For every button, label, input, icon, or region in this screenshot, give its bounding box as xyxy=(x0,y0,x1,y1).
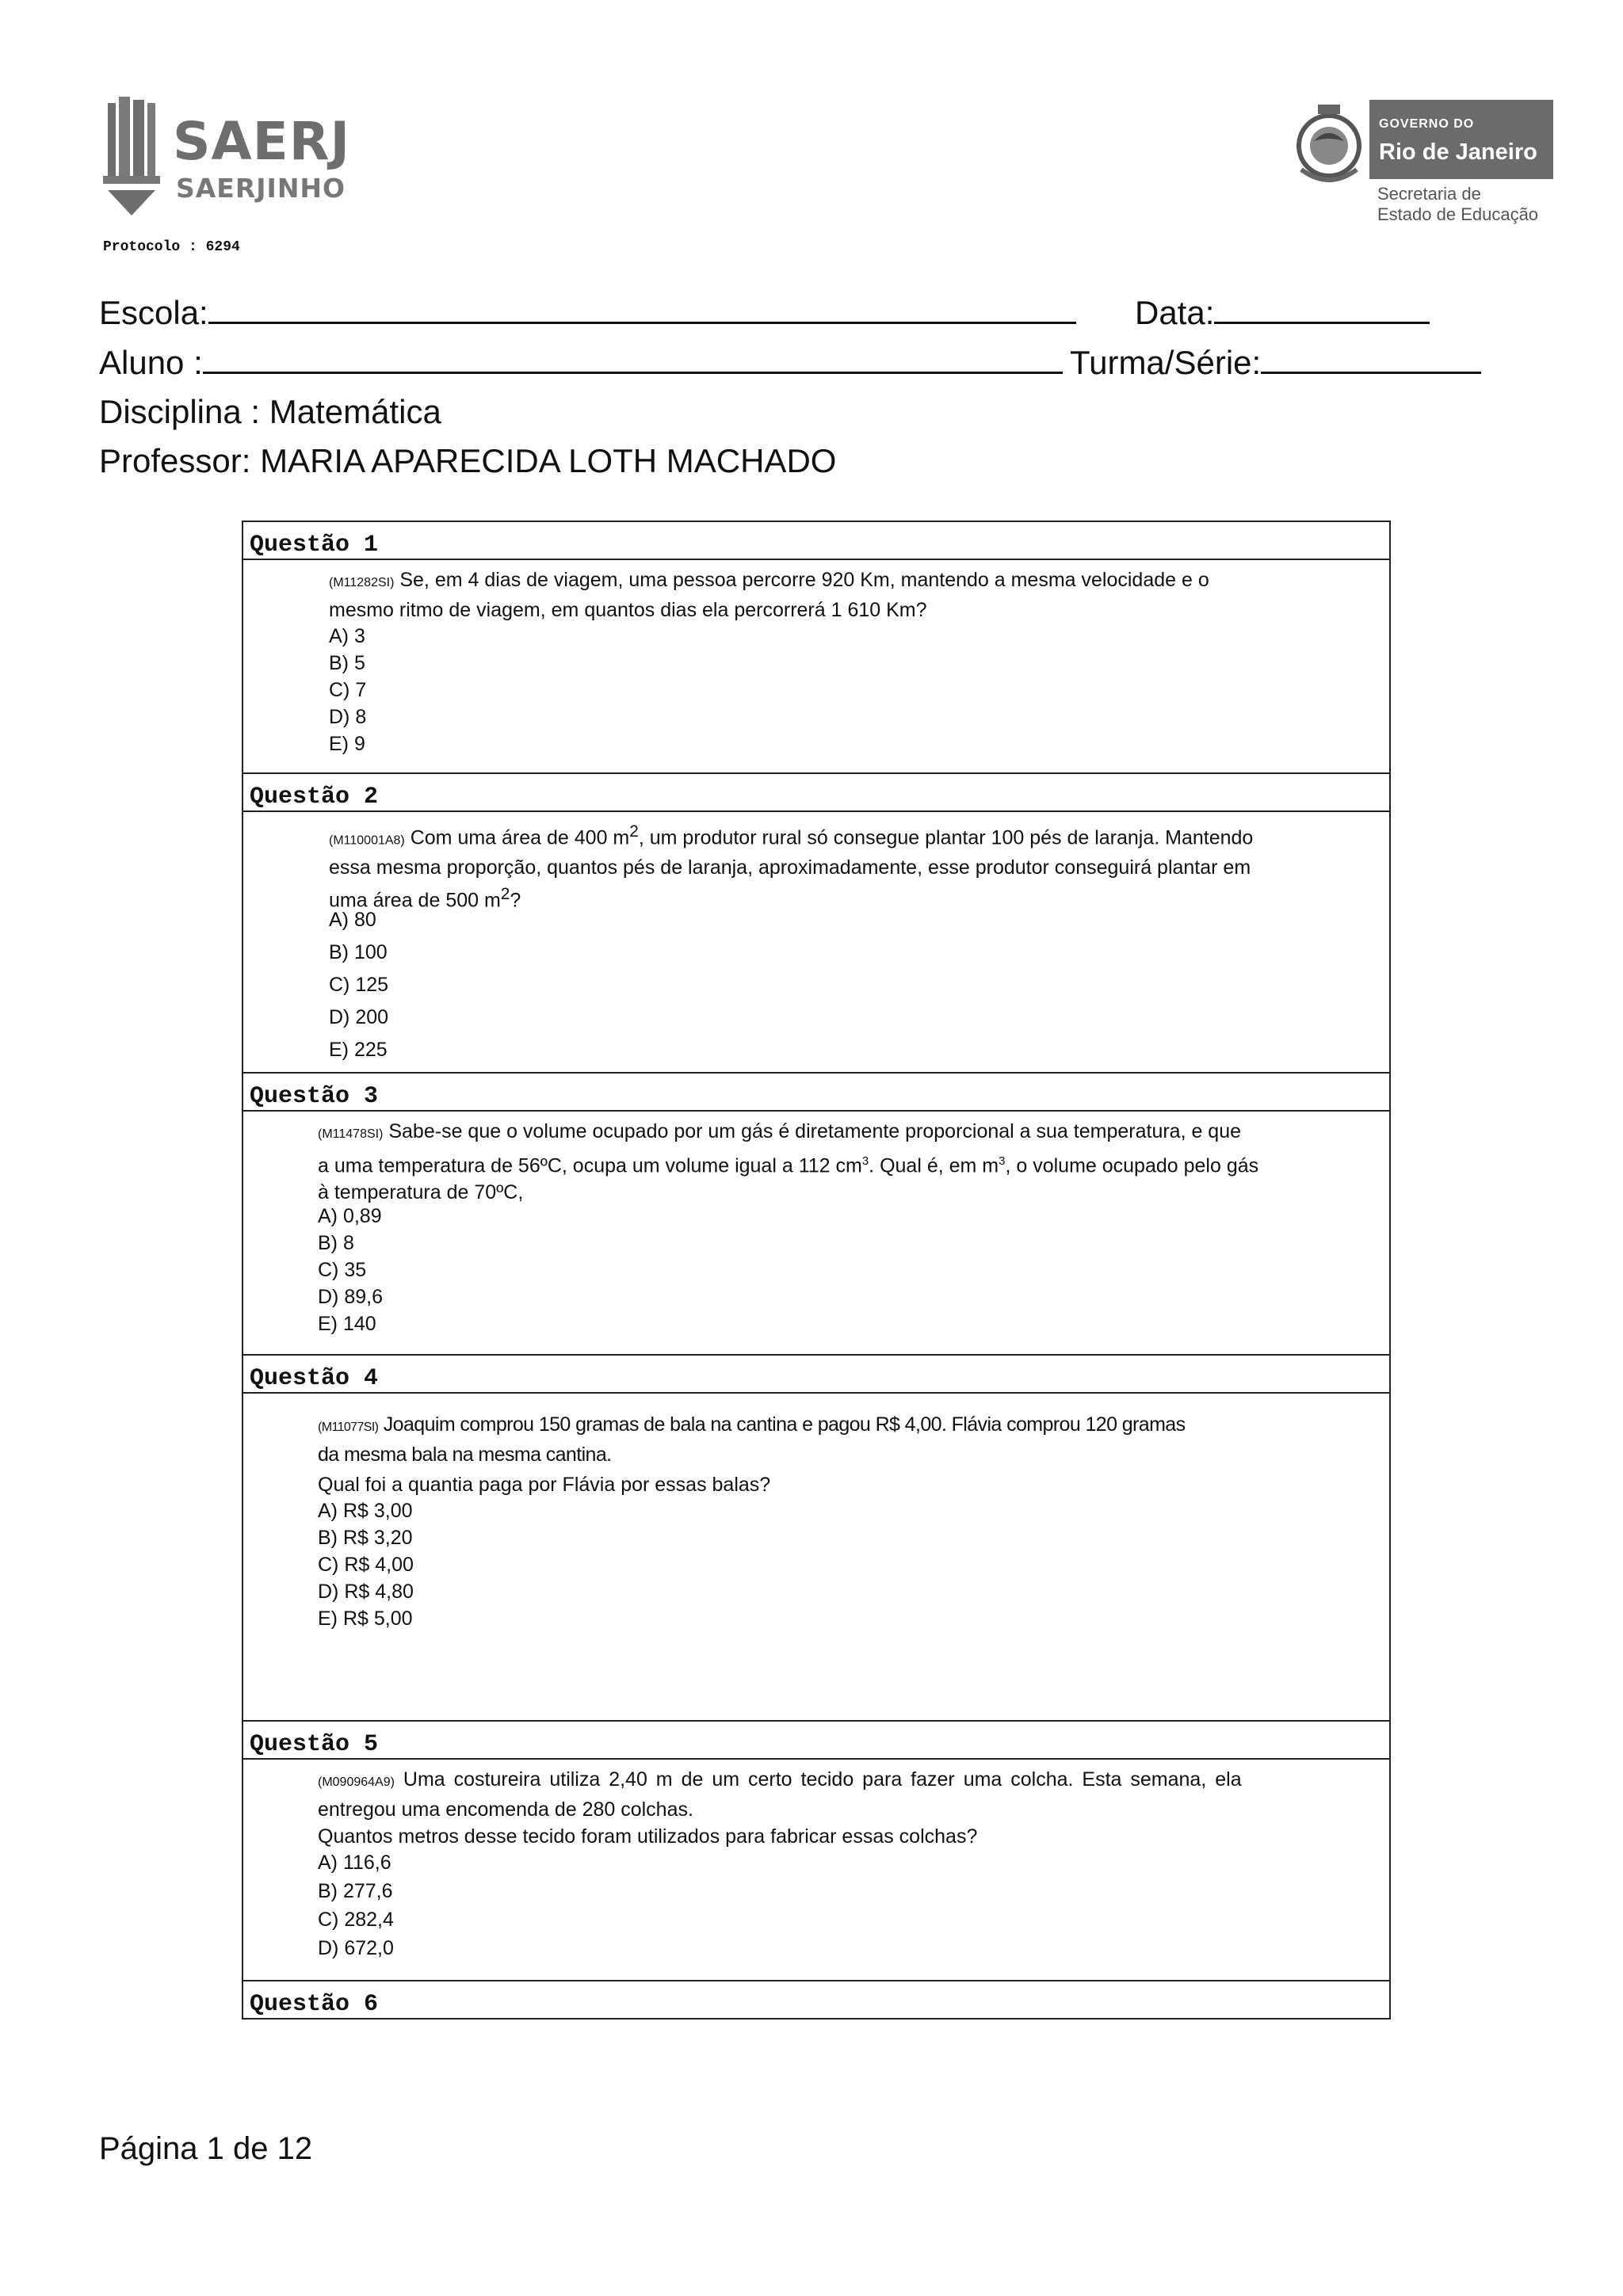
aluno-label: Aluno : xyxy=(99,344,203,381)
government-badge xyxy=(1369,100,1553,179)
option-a[interactable]: A) 3 xyxy=(329,625,365,647)
question-6-header xyxy=(243,1981,1389,2018)
question-3-stem: (M11478SI) Sabe-se que o volume ocupado por um gás é diretamente proporcional a sua temperatura, e que a uma temperatura de 56ºC, ocupa um volume igual a 112 $cm^3$. Qual é, em $m^3$, o volume ocupado pelo gás à temperatura de 70ºC, xyxy=(318,1120,1259,1204)
question-4-title: Questão 4 xyxy=(250,1365,379,1392)
option-b[interactable]: B) R$ 3,20 xyxy=(318,1527,413,1549)
option-a[interactable]: A) 116,6 xyxy=(318,1852,391,1874)
question-2-body xyxy=(243,812,1389,1074)
question-1-code: (M11282SI) xyxy=(329,576,395,589)
page-number: Página 1 de 12 xyxy=(99,2131,313,2166)
disciplina-line: Disciplina : Matemática xyxy=(99,393,441,430)
option-e[interactable]: E) 140 xyxy=(318,1313,376,1335)
question-1-options xyxy=(329,625,366,760)
option-e[interactable]: E) 9 xyxy=(329,733,365,755)
question-5-header xyxy=(243,1722,1389,1760)
option-c[interactable]: C) R$ 4,00 xyxy=(318,1554,414,1576)
question-1-header xyxy=(243,522,1389,560)
option-a[interactable]: A) 80 xyxy=(329,909,376,931)
option-d[interactable]: D) 200 xyxy=(329,1006,389,1028)
secretaria-label: Secretaria de xyxy=(1377,184,1481,204)
question-1-body xyxy=(243,560,1389,774)
question-3-header xyxy=(243,1074,1389,1112)
question-5-body xyxy=(243,1760,1389,1981)
option-b[interactable]: B) 8 xyxy=(318,1232,354,1254)
option-e[interactable]: E) R$ 5,00 xyxy=(318,1608,413,1630)
question-2-options xyxy=(329,909,388,1071)
rio-de-janeiro-logo xyxy=(1284,100,1553,227)
question-4-stem: (M11077SI) Joaquim comprou 150 gramas de bala na cantina e pagou R$ 4,00. Flávia comprou 120 gramas da mesma bala na mesma cantina. Qual foi a quantia paga por Flávia por essas balas? xyxy=(318,1413,1186,1496)
protocolo-label: Protocolo : 6294 xyxy=(103,239,240,255)
question-4-body xyxy=(243,1394,1389,1722)
option-d[interactable]: D) 89,6 xyxy=(318,1286,383,1308)
turma-blank[interactable] xyxy=(1261,345,1481,374)
question-3-body xyxy=(243,1112,1389,1356)
question-5-code: (M090964A9) xyxy=(318,1775,395,1789)
option-e[interactable]: E) 225 xyxy=(329,1039,388,1061)
saerj-book-icon xyxy=(103,97,174,223)
professor-line: Professor: MARIA APARECIDA LOTH MACHADO xyxy=(99,442,837,479)
option-d[interactable]: D) 8 xyxy=(329,706,367,728)
question-2-title: Questão 2 xyxy=(250,784,379,810)
question-2-stem: (M110001A8) Com uma área de 400 $m^2$, um produtor rural só consegue plantar 100 pés de laranja. Mantendo essa mesma proporção, quantos pés de laranja, aproximadamente, esse produtor conseguirá plantar em uma área de 500 $m^2$? xyxy=(329,822,1254,912)
turma-label: Turma/Série: xyxy=(1070,344,1262,381)
option-c[interactable]: C) 7 xyxy=(329,679,367,701)
question-4-header xyxy=(243,1356,1389,1394)
state-coat-of-arms-icon xyxy=(1290,101,1368,195)
question-2-code: (M110001A8) xyxy=(329,833,405,848)
question-3-options xyxy=(318,1205,383,1340)
escola-field xyxy=(99,293,1076,333)
question-3-title: Questão 3 xyxy=(250,1083,379,1110)
question-5-options xyxy=(318,1852,394,1966)
rio-de-janeiro-label: Rio de Janeiro xyxy=(1379,139,1537,165)
option-a[interactable]: A) R$ 3,00 xyxy=(318,1500,413,1522)
option-b[interactable]: B) 277,6 xyxy=(318,1880,393,1902)
saerj-logo xyxy=(103,97,365,223)
option-d[interactable]: D) R$ 4,80 xyxy=(318,1581,414,1603)
option-b[interactable]: B) 5 xyxy=(329,652,365,674)
governo-do-label: GOVERNO DO xyxy=(1379,117,1475,131)
option-c[interactable]: C) 35 xyxy=(318,1259,367,1281)
option-a[interactable]: A) 0,89 xyxy=(318,1205,382,1227)
aluno-field xyxy=(99,343,1063,383)
question-5-stem: (M090964A9) Uma costureira utiliza 2,40 m de um certo tecido para fazer uma colcha. Esta semana, ela entregou uma encomenda de 280 colchas. Quantos metros desse tecido foram utilizados para fabricar essas colchas? xyxy=(318,1768,1242,1848)
question-1-stem: (M11282SI) Se, em 4 dias de viagem, uma pessoa percorre 920 Km, mantendo a mesma velocidade e o mesmo ritmo de viagem, em quantos dias ela percorrerá 1 610 Km? xyxy=(329,569,1209,621)
saerjinho-subtitle: SAERJINHO xyxy=(176,173,346,204)
option-d[interactable]: D) 672,0 xyxy=(318,1937,394,1959)
question-6-title: Questão 6 xyxy=(250,1991,379,2018)
questions-table xyxy=(242,521,1391,2019)
question-1-title: Questão 1 xyxy=(250,532,379,559)
escola-label: Escola: xyxy=(99,294,208,331)
data-blank[interactable] xyxy=(1214,295,1430,324)
saerj-title: SAERJ xyxy=(173,111,351,172)
question-2-header xyxy=(243,774,1389,812)
data-field xyxy=(1135,293,1430,333)
question-3-code: (M11478SI) xyxy=(318,1127,384,1141)
aluno-blank[interactable] xyxy=(203,345,1063,374)
data-label: Data: xyxy=(1135,294,1215,331)
estado-educacao-label: Estado de Educação xyxy=(1377,204,1539,224)
option-b[interactable]: B) 100 xyxy=(329,941,388,963)
question-4-options xyxy=(318,1500,414,1634)
question-5-title: Questão 5 xyxy=(250,1731,379,1758)
option-c[interactable]: C) 282,4 xyxy=(318,1909,394,1931)
option-c[interactable]: C) 125 xyxy=(329,974,389,996)
question-4-code: (M11077SI) xyxy=(318,1421,379,1434)
escola-blank[interactable] xyxy=(208,295,1076,324)
turma-field xyxy=(1070,343,1481,383)
